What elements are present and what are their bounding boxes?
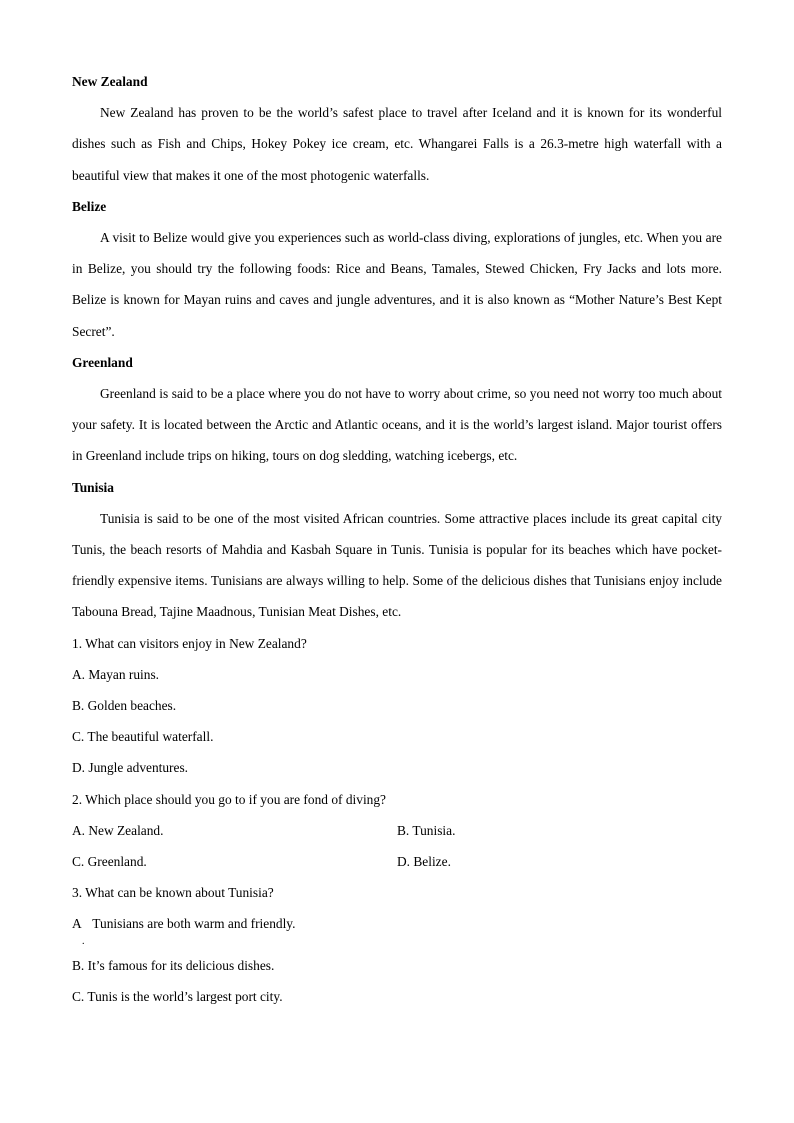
section-text-greenland: Greenland is said to be a place where you do not have to worry about crime, so you need not worry too much about your safety. It is located between the Arctic and Atlantic oceans, and it is the world’s largest island. Major tourist offers in Greenland include trips on hiking, tours on dog sledding, watching icebergs, etc. <box>72 385 722 464</box>
section-heading-greenland: Greenland <box>72 354 133 370</box>
section-heading-tunisia: Tunisia <box>72 479 114 495</box>
question-3: 3. What can be known about Tunisia? <box>72 885 274 901</box>
section-text-tunisia: Tunisia is said to be one of the most visited African countries. Some attractive places include its great capital city Tunis, the beach resorts of Mahdia and Kasbah Square in Tunis. Tunisia is popular for its beaches which have pocket-friendly expensive items. Tunisians are always willing to help. Some of the delicious dishes that Tunisians enjoy include Tabouna Bread, Tajine Maadnous, Tunisian Meat Dishes, etc. <box>72 510 722 620</box>
question-3-option-c: C. Tunis is the world’s largest port city. <box>72 989 283 1005</box>
question-2-option-a: A. New Zealand. <box>72 822 164 838</box>
question-3-option-a-text: Tunisians are both warm and friendly. <box>92 916 296 932</box>
document-page <box>72 66 722 1013</box>
question-2-options-row-1 <box>72 815 722 846</box>
question-1-option-c: C. The beautiful waterfall. <box>72 729 214 745</box>
question-3-option-a-dot: . <box>82 936 85 948</box>
question-2-option-c: C. Greenland. <box>72 853 147 869</box>
question-2-options-row-2 <box>72 846 722 877</box>
section-heading-new-zealand: New Zealand <box>72 74 148 89</box>
question-1-option-a: A. Mayan ruins. <box>72 666 160 682</box>
question-1: 1. What can visitors enjoy in New Zealand? <box>72 635 307 651</box>
question-3-option-b: B. It’s famous for its delicious dishes. <box>72 958 275 974</box>
question-2-option-b: B. Tunisia. <box>397 822 456 838</box>
section-heading-belize: Belize <box>72 198 107 214</box>
question-3-option-a <box>72 908 722 950</box>
section-text-new-zealand: New Zealand has proven to be the world’s safest place to travel after Iceland and it is known for its wonderful dishes such as Fish and Chips, Hokey Pokey ice cream, etc. Whangarei Falls is a 26.3-metre high waterfall with a beautiful view that makes it one of the most photogenic waterfalls. <box>72 105 722 183</box>
question-1-option-b: B. Golden beaches. <box>72 697 177 713</box>
section-text-belize: A visit to Belize would give you experiences such as world-class diving, explorations of jungles, etc. When you are in Belize, you should try the following foods: Rice and Beans, Tamales, Stewed Chicken, Fry Jacks and lots more. Belize is known for Mayan ruins and caves and jungle adventures, and it is also known as “Mother Nature’s Best Kept Secret”. <box>72 229 722 339</box>
question-2: 2. Which place should you go to if you are fond of diving? <box>72 791 386 807</box>
question-3-option-a-letter: A <box>72 916 81 932</box>
question-1-option-d: D. Jungle adventures. <box>72 760 189 776</box>
question-2-option-d: D. Belize. <box>397 853 451 869</box>
